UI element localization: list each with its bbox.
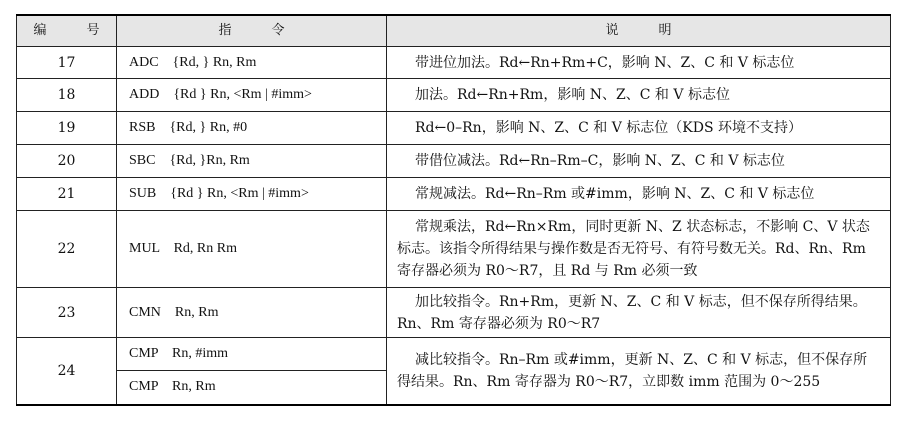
row-number: 24	[17, 338, 117, 405]
row-instruction: CMN Rn, Rm	[117, 288, 387, 338]
row-number: 20	[17, 145, 117, 178]
table-row	[17, 178, 891, 211]
row-number: 22	[17, 211, 117, 288]
table-row	[17, 145, 891, 178]
instruction-table	[16, 14, 891, 406]
header-number	[17, 15, 117, 47]
row-number: 17	[17, 47, 117, 79]
row-description	[387, 79, 891, 112]
header-description-char-1: 说	[605, 23, 619, 38]
row-instruction: RSB {Rd, } Rn, #0	[117, 112, 387, 145]
header-description	[387, 15, 891, 47]
row-instruction-secondary: CMP Rn, Rm	[117, 371, 387, 405]
row-instruction: ADC {Rd, } Rn, Rm	[117, 47, 387, 79]
table-header-row	[17, 15, 891, 47]
row-description: 减比较指令。Rn–Rm 或#imm，更新 N、Z、C 和 V 标志，但不保存所得结果。Rn、Rm 寄存器为 R0～R7，立即数 imm 范围为 0～255	[387, 338, 891, 405]
row-number: 23	[17, 288, 117, 338]
row-instruction: MUL Rd, Rn Rm	[117, 211, 387, 288]
row-description-text: 带进位加法。Rd←Rn+Rm+C，影响 N、Z、C 和 V 标志位	[415, 54, 795, 71]
header-number-char-2: 号	[86, 23, 100, 38]
table-row	[17, 288, 891, 338]
row-description-text: Rd←0–Rn，影响 N、Z、C 和 V 标志位（KDS 环境不支持）	[415, 120, 803, 136]
header-instruction-char-1: 指	[218, 23, 232, 38]
header-number-char-1: 编	[33, 23, 47, 38]
row-description: 加比较指令。Rn+Rm，更新 N、Z、C 和 V 标志，但不保存所得结果。Rn、Rm 寄存器必须为 R0～R7	[387, 288, 891, 338]
row-description: 常规乘法，Rd←Rn×Rm，同时更新 N、Z 状态标志，不影响 C、V 状态标志。该指令所得结果与操作数是否无符号、有符号数无关。Rd、Rn、Rm 寄存器必须为 R0～R7，且 Rd 与 Rm 必须一致	[387, 211, 891, 288]
table-row	[17, 211, 891, 288]
header-description-char-2: 明	[658, 23, 672, 38]
row-instruction: SUB {Rd } Rn, <Rm | #imm>	[117, 178, 387, 211]
row-number: 19	[17, 112, 117, 145]
table-row	[17, 338, 891, 371]
row-description-text: 常规减法。Rd←Rn–Rm 或#imm，影响 N、Z、C 和 V 标志位	[415, 186, 815, 202]
row-description-text: 加法。Rd←Rn+Rm，影响 N、Z、C 和 V 标志位	[415, 87, 730, 103]
row-number: 18	[17, 79, 117, 112]
header-instruction-char-2: 令	[271, 23, 285, 38]
row-description	[387, 145, 891, 178]
table-row	[17, 47, 891, 79]
row-instruction: CMP Rn, #imm	[117, 338, 387, 371]
table-row	[17, 112, 891, 145]
header-instruction	[117, 15, 387, 47]
table-row	[17, 79, 891, 112]
row-description	[387, 47, 891, 79]
row-instruction: ADD {Rd } Rn, <Rm | #imm>	[117, 79, 387, 112]
row-description	[387, 178, 891, 211]
row-description	[387, 112, 891, 145]
row-description-text: 带借位减法。Rd←Rn–Rm–C，影响 N、Z、C 和 V 标志位	[415, 153, 785, 169]
row-instruction: SBC {Rd, }Rn, Rm	[117, 145, 387, 178]
row-number: 21	[17, 178, 117, 211]
